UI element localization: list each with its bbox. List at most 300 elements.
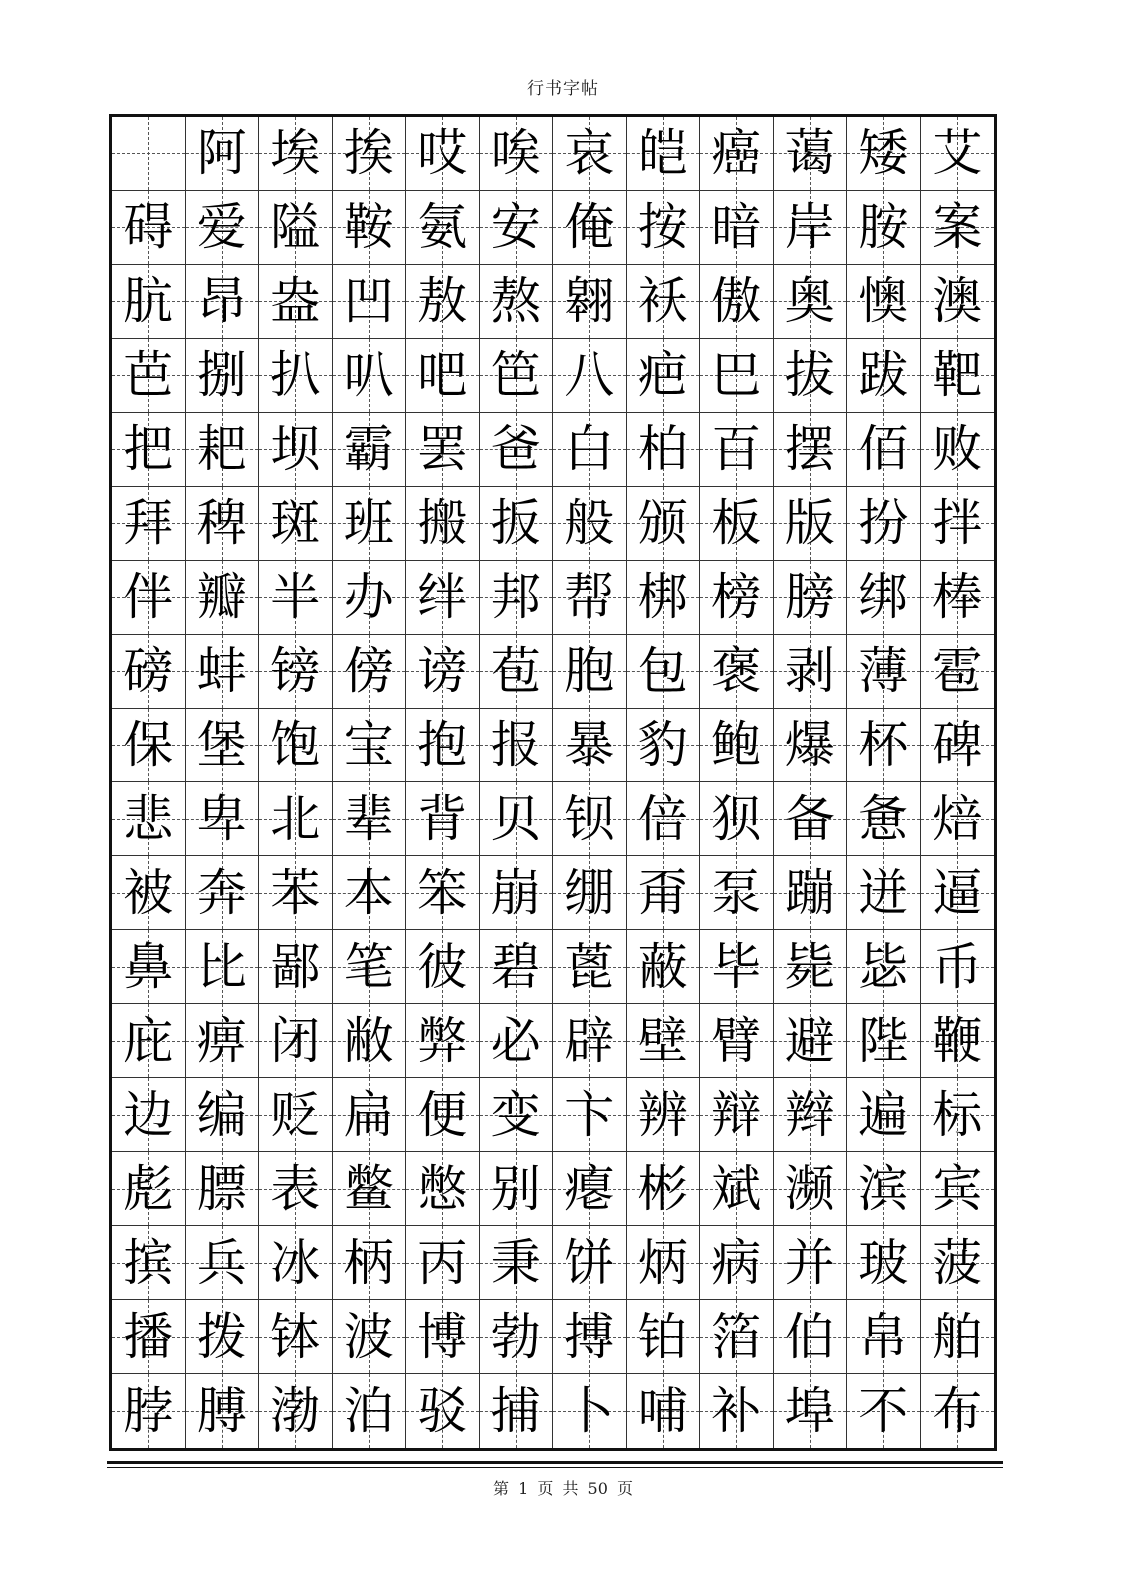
practice-character: 埠 [784,1382,835,1441]
grid-cell [406,1226,480,1300]
grid-cell [406,635,480,709]
practice-character: 鞍 [343,198,394,257]
grid-cell [921,1004,995,1078]
grid-cell [921,1226,995,1300]
grid-cell [627,265,701,339]
grid-cell [921,1300,995,1374]
practice-character: 避 [784,1011,835,1070]
grid-cell [406,413,480,487]
grid-cell [259,487,333,561]
grid-cell [774,487,848,561]
grid-cell [921,782,995,856]
grid-cell [700,1004,774,1078]
practice-character: 鲍 [711,716,762,775]
grid-cell [921,1374,995,1448]
grid-cell [627,1152,701,1226]
practice-character: 吧 [417,346,468,405]
practice-character: 波 [343,1307,394,1366]
grid-cell [259,856,333,930]
practice-character: 毖 [858,937,909,996]
practice-character: 叭 [343,346,394,405]
grid-cell [921,1152,995,1226]
grid-cell [553,561,627,635]
grid-cell [553,191,627,265]
practice-character: 癌 [711,124,762,183]
practice-character: 饱 [270,716,321,775]
grid-cell [774,265,848,339]
grid-cell [259,1004,333,1078]
practice-grid-frame [109,114,997,1451]
practice-character: 把 [123,420,174,479]
grid-cell [774,117,848,191]
practice-character: 鳖 [343,1159,394,1218]
practice-character: 棒 [932,568,983,627]
grid-cell [259,709,333,783]
practice-character: 盎 [270,272,321,331]
grid-cell [627,1004,701,1078]
grid-cell [186,265,260,339]
grid-cell [186,1300,260,1374]
grid-cell [700,413,774,487]
grid-cell [774,1004,848,1078]
grid-cell [186,339,260,413]
grid-cell [774,1078,848,1152]
practice-character: 贝 [490,789,541,848]
grid-cell [553,1152,627,1226]
practice-character: 彬 [637,1159,688,1218]
practice-character: 膀 [784,568,835,627]
grid-cell [847,1004,921,1078]
page-number: 第 1 页 共 50 页 [493,1479,633,1498]
grid-cell [333,561,407,635]
practice-character: 按 [637,198,688,257]
practice-character: 绊 [417,568,468,627]
practice-character: 熬 [490,272,541,331]
grid-cell [921,117,995,191]
grid-cell [847,413,921,487]
grid-cell [112,1226,186,1300]
practice-character: 摈 [123,1233,174,1292]
grid-cell [627,856,701,930]
practice-character: 庇 [123,1011,174,1070]
practice-character: 靶 [932,346,983,405]
practice-character: 安 [490,198,541,257]
grid-cell [480,487,554,561]
grid-cell [553,1300,627,1374]
practice-character: 变 [490,1085,541,1144]
grid-cell [700,1374,774,1448]
practice-character: 雹 [932,642,983,701]
grid-cell [774,413,848,487]
grid-cell [480,782,554,856]
grid-cell [259,117,333,191]
practice-character: 拔 [784,346,835,405]
grid-cell [333,1300,407,1374]
grid-cell [480,191,554,265]
grid-cell [406,930,480,1004]
practice-character: 鞭 [932,1011,983,1070]
grid-cell [627,709,701,783]
practice-character: 磅 [123,642,174,701]
footer-divider [107,1461,1003,1464]
grid-cell [259,1152,333,1226]
grid-cell [112,265,186,339]
grid-cell [186,413,260,487]
practice-character: 瓣 [196,568,247,627]
practice-character: 毕 [711,937,762,996]
grid-cell [774,782,848,856]
grid-cell [406,782,480,856]
grid-cell [774,930,848,1004]
grid-cell [921,856,995,930]
practice-character: 箔 [711,1307,762,1366]
grid-cell [480,265,554,339]
practice-character: 被 [123,863,174,922]
practice-character: 翱 [564,272,615,331]
practice-character: 播 [123,1307,174,1366]
grid-cell [186,1374,260,1448]
grid-cell [186,191,260,265]
grid-cell [553,413,627,487]
grid-cell [186,117,260,191]
grid-cell [921,487,995,561]
practice-character: 埃 [270,124,321,183]
grid-cell [627,782,701,856]
practice-character: 办 [343,568,394,627]
practice-character: 兵 [196,1233,247,1292]
grid-cell [847,1152,921,1226]
grid-cell [847,1078,921,1152]
practice-character: 氨 [417,198,468,257]
practice-character: 驳 [417,1382,468,1441]
grid-cell [847,1226,921,1300]
practice-character: 镑 [270,642,321,701]
practice-grid [112,117,994,1448]
grid-cell [921,265,995,339]
grid-cell [112,561,186,635]
grid-cell [112,339,186,413]
grid-cell [480,117,554,191]
grid-cell [627,413,701,487]
grid-cell [259,191,333,265]
grid-cell [112,487,186,561]
grid-cell [553,117,627,191]
practice-character: 豹 [637,716,688,775]
grid-cell [186,1152,260,1226]
practice-character: 百 [711,420,762,479]
practice-character: 半 [270,568,321,627]
practice-character: 俺 [564,198,615,257]
grid-cell [627,1078,701,1152]
practice-character: 扒 [270,346,321,405]
practice-character: 并 [784,1233,835,1292]
grid-cell [700,265,774,339]
grid-cell [333,1078,407,1152]
page-title: 行书字帖 [527,79,599,99]
grid-cell [627,1226,701,1300]
practice-character: 瘪 [564,1159,615,1218]
grid-cell [553,339,627,413]
grid-cell [480,1300,554,1374]
practice-character: 遍 [858,1085,909,1144]
grid-cell [774,191,848,265]
practice-character [112,117,185,190]
grid-cell [553,1226,627,1300]
grid-cell [700,709,774,783]
grid-cell [700,117,774,191]
practice-character: 勃 [490,1307,541,1366]
grid-cell [333,413,407,487]
grid-cell [480,1004,554,1078]
grid-cell [406,1078,480,1152]
practice-character: 拜 [123,494,174,553]
practice-character: 鼻 [123,937,174,996]
practice-character: 班 [343,494,394,553]
grid-cell [333,1004,407,1078]
practice-character: 蔼 [784,124,835,183]
practice-character: 爸 [490,420,541,479]
practice-character: 宾 [932,1159,983,1218]
grid-cell [112,635,186,709]
grid-cell [774,709,848,783]
grid-cell [186,487,260,561]
grid-cell [847,782,921,856]
grid-cell [627,561,701,635]
grid-cell [700,191,774,265]
grid-cell [847,635,921,709]
practice-character: 辨 [637,1085,688,1144]
practice-character: 表 [270,1159,321,1218]
practice-character: 甭 [637,863,688,922]
grid-cell [333,856,407,930]
grid-cell [774,1152,848,1226]
practice-character: 蓖 [564,937,615,996]
grid-cell [553,709,627,783]
grid-cell [774,635,848,709]
practice-character: 哀 [564,124,615,183]
practice-character: 碍 [123,198,174,257]
grid-cell [112,1078,186,1152]
practice-character: 菠 [932,1233,983,1292]
practice-character: 舶 [932,1307,983,1366]
grid-cell [333,265,407,339]
grid-cell [553,1004,627,1078]
practice-character: 斌 [711,1159,762,1218]
grid-cell [480,856,554,930]
grid-cell [847,487,921,561]
grid-cell [480,413,554,487]
grid-cell [553,265,627,339]
grid-cell [406,339,480,413]
practice-character: 巴 [711,346,762,405]
practice-character: 焙 [932,789,983,848]
grid-cell [480,1078,554,1152]
practice-character: 矮 [858,124,909,183]
grid-cell [186,1004,260,1078]
practice-character: 补 [711,1382,762,1441]
practice-character: 壁 [637,1011,688,1070]
grid-cell [333,191,407,265]
footer-divider-thin [107,1467,1003,1468]
practice-character: 悲 [123,789,174,848]
grid-cell [259,561,333,635]
practice-character: 耙 [196,420,247,479]
practice-character: 逼 [932,863,983,922]
grid-cell [847,561,921,635]
practice-character: 渤 [270,1382,321,1441]
practice-character: 秉 [490,1233,541,1292]
practice-character: 布 [932,1382,983,1441]
practice-character: 本 [343,863,394,922]
practice-character: 憋 [417,1159,468,1218]
practice-character: 搬 [417,494,468,553]
grid-cell [700,339,774,413]
grid-cell [406,117,480,191]
practice-character: 捕 [490,1382,541,1441]
practice-character: 笆 [490,346,541,405]
grid-cell [700,856,774,930]
practice-character: 谤 [417,642,468,701]
practice-character: 泊 [343,1382,394,1441]
grid-cell [700,561,774,635]
practice-character: 饼 [564,1233,615,1292]
practice-character: 霸 [343,420,394,479]
practice-character: 北 [270,789,321,848]
grid-cell [553,782,627,856]
practice-character: 袄 [637,272,688,331]
grid-cell [921,561,995,635]
grid-cell [259,265,333,339]
grid-cell [774,1300,848,1374]
grid-cell [333,930,407,1004]
grid-cell [921,339,995,413]
grid-cell [480,561,554,635]
practice-character: 臂 [711,1011,762,1070]
grid-cell [921,413,995,487]
practice-character: 辩 [711,1085,762,1144]
practice-character: 八 [564,346,615,405]
grid-cell [406,487,480,561]
practice-character: 便 [417,1085,468,1144]
practice-character: 艾 [932,124,983,183]
grid-cell [847,339,921,413]
practice-character: 必 [490,1011,541,1070]
grid-cell [259,1226,333,1300]
practice-character: 伴 [123,568,174,627]
grid-cell [333,339,407,413]
grid-cell [333,487,407,561]
practice-character: 鄙 [270,937,321,996]
grid-cell [112,117,186,191]
practice-character: 斑 [270,494,321,553]
practice-character: 保 [123,716,174,775]
grid-cell [333,1226,407,1300]
grid-cell [480,1226,554,1300]
practice-character: 濒 [784,1159,835,1218]
grid-cell [700,1152,774,1226]
practice-character: 不 [858,1382,909,1441]
practice-character: 笔 [343,937,394,996]
practice-character: 卑 [196,789,247,848]
practice-character: 疤 [637,346,688,405]
grid-cell [480,635,554,709]
practice-character: 边 [123,1085,174,1144]
practice-character: 毙 [784,937,835,996]
grid-cell [700,1226,774,1300]
grid-cell [186,1226,260,1300]
practice-character: 脖 [123,1382,174,1441]
practice-character: 岸 [784,198,835,257]
practice-character: 梆 [637,568,688,627]
grid-cell [480,709,554,783]
practice-character: 佰 [858,420,909,479]
grid-cell [259,413,333,487]
practice-character: 包 [637,642,688,701]
practice-character: 肮 [123,272,174,331]
practice-character: 膊 [196,1382,247,1441]
practice-character: 背 [417,789,468,848]
grid-cell [553,487,627,561]
practice-character: 惫 [858,789,909,848]
practice-character: 奔 [196,863,247,922]
grid-cell [700,487,774,561]
practice-character: 褒 [711,642,762,701]
grid-cell [406,561,480,635]
practice-character: 笨 [417,863,468,922]
practice-character: 标 [932,1085,983,1144]
practice-character: 扮 [858,494,909,553]
practice-character: 凹 [343,272,394,331]
practice-character: 敝 [343,1011,394,1070]
practice-character: 颁 [637,494,688,553]
grid-cell [406,191,480,265]
grid-cell [186,561,260,635]
grid-cell [700,1078,774,1152]
practice-character: 柏 [637,420,688,479]
practice-character: 苞 [490,642,541,701]
practice-character: 伯 [784,1307,835,1366]
practice-character: 皑 [637,124,688,183]
practice-character: 邦 [490,568,541,627]
practice-character: 帮 [564,568,615,627]
grid-cell [112,1300,186,1374]
practice-character: 弊 [417,1011,468,1070]
practice-character: 暗 [711,198,762,257]
grid-cell [259,930,333,1004]
practice-character: 苯 [270,863,321,922]
practice-character: 稗 [196,494,247,553]
grid-cell [333,782,407,856]
grid-cell [700,635,774,709]
grid-cell [847,191,921,265]
grid-cell [700,782,774,856]
grid-cell [406,1004,480,1078]
practice-character: 奥 [784,272,835,331]
grid-cell [259,782,333,856]
grid-cell [333,709,407,783]
grid-cell [847,1374,921,1448]
grid-cell [480,339,554,413]
practice-character: 爆 [784,716,835,775]
grid-cell [627,339,701,413]
practice-character: 陛 [858,1011,909,1070]
grid-cell [112,930,186,1004]
practice-character: 挨 [343,124,394,183]
grid-cell [112,413,186,487]
grid-cell [406,1300,480,1374]
practice-character: 蔽 [637,937,688,996]
practice-character: 绑 [858,568,909,627]
